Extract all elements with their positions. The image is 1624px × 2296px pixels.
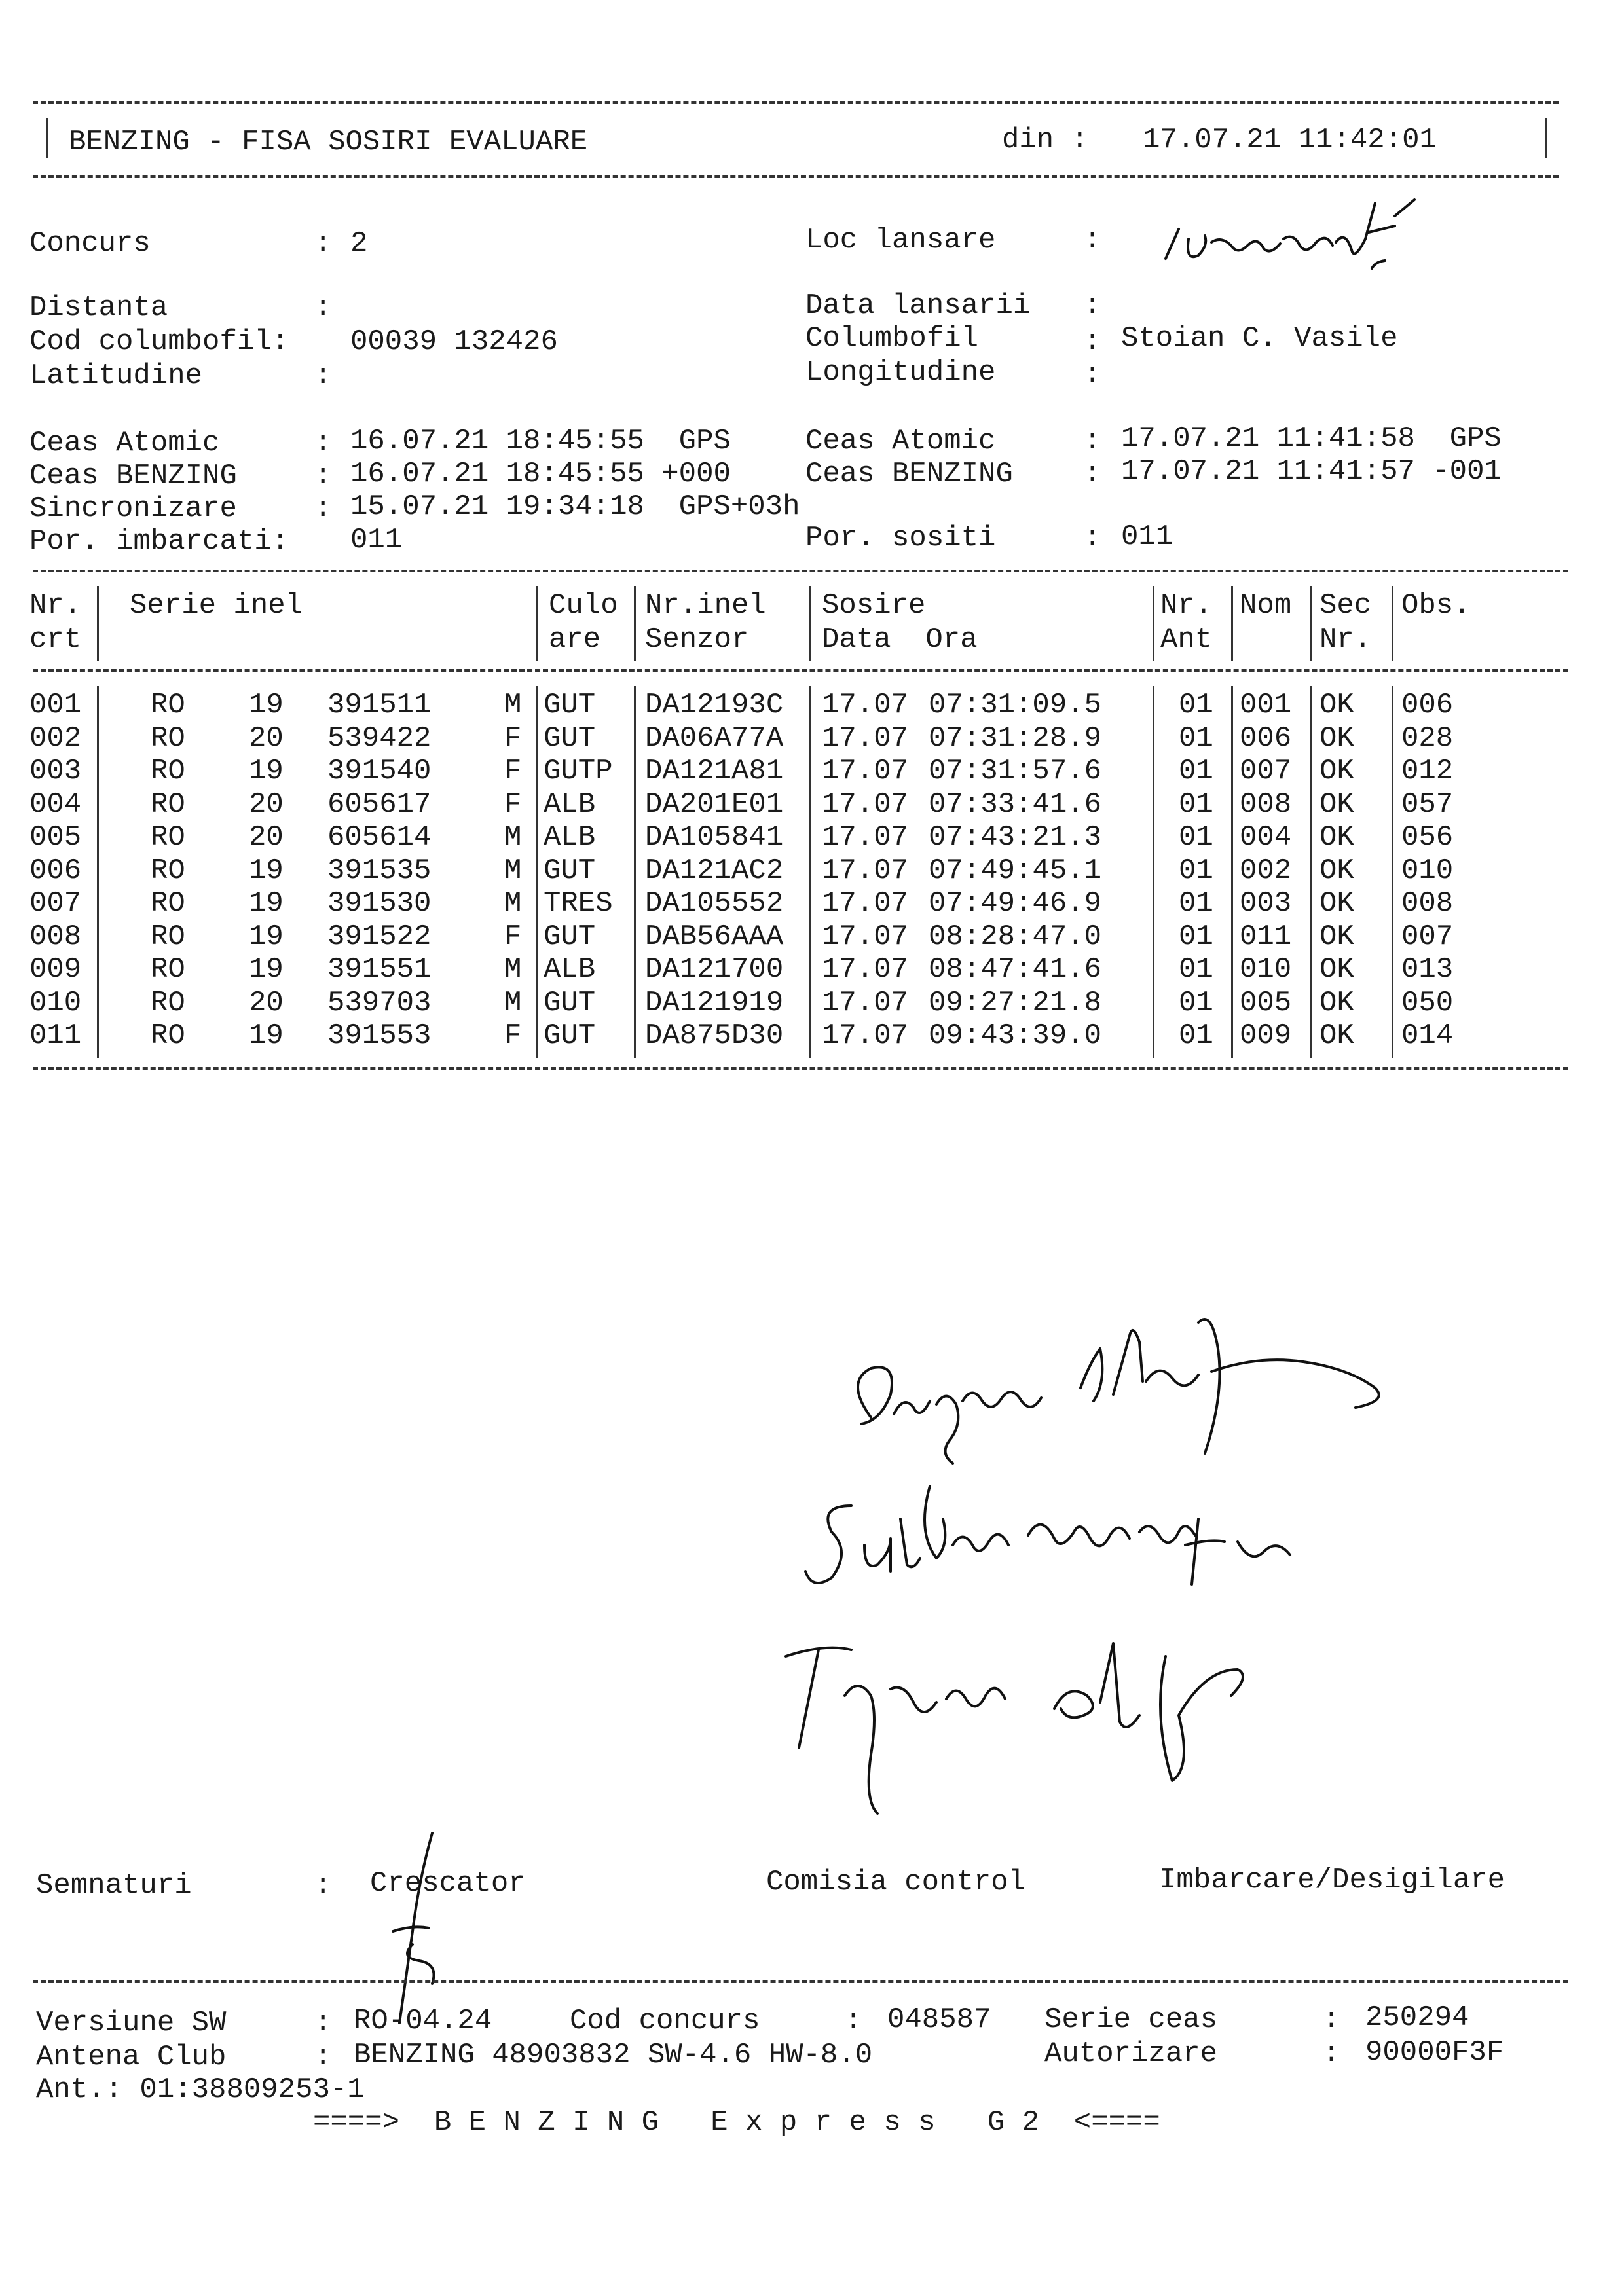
header-bottom-border (33, 175, 1559, 178)
cell-sec: OK (1320, 689, 1354, 721)
cell-ora: 08:28:47.0 (929, 920, 1102, 953)
cell-obs: 050 (1401, 986, 1454, 1019)
distanta-sep: : (314, 291, 332, 324)
imbarcare-desigilare-label: Imbarcare/Desigilare (1159, 1864, 1505, 1897)
columbofil-label: Columbofil (805, 322, 979, 355)
sincronizare-value: 15.07.21 19:34:18 GPS+03h (350, 490, 800, 523)
ceas-benzing-left-sep: : (314, 460, 332, 492)
cell-nr: 005 (29, 821, 82, 854)
cell-ora: 08:47:41.6 (929, 953, 1102, 986)
table-row (0, 823, 1624, 857)
cell-data: 17.07 (822, 821, 909, 854)
header-nom: Nom (1240, 589, 1292, 622)
cell-ant: 01 (1179, 821, 1213, 854)
ceas-atomic-left-label: Ceas Atomic (29, 427, 220, 460)
cell-ora: 07:33:41.6 (929, 788, 1102, 821)
cell-sec: OK (1320, 721, 1354, 755)
autorizare-value: 90000F3F (1365, 2036, 1504, 2069)
cell-sec: OK (1320, 788, 1354, 821)
longitudine-label: Longitudine (805, 356, 996, 389)
cod-columbofil-label: Cod columbofil: (29, 325, 289, 358)
cell-nom: 001 (1240, 689, 1292, 721)
cell-culoare: GUT (544, 721, 596, 755)
cell-an: 20 (249, 821, 284, 854)
footer-separator (33, 1980, 1568, 1983)
cell-sec: OK (1320, 887, 1354, 920)
cell-obs: 007 (1401, 920, 1454, 953)
cell-sex: F (504, 1019, 522, 1052)
cell-sex: M (504, 986, 522, 1019)
loc-lansare-label: Loc lansare (805, 224, 996, 257)
por-sositi-value: 011 (1121, 520, 1173, 553)
cod-concurs-sep: : (845, 2005, 862, 2037)
table-top-border (33, 570, 1568, 572)
latitudine-sep: : (314, 359, 332, 392)
cell-tara: RO (151, 721, 185, 755)
serie-ceas-label: Serie ceas (1044, 2003, 1218, 2036)
cell-nom: 009 (1240, 1019, 1292, 1052)
cell-an: 19 (249, 755, 284, 788)
cod-concurs-label: Cod concurs (570, 2005, 760, 2037)
cell-inel: 539422 (327, 721, 432, 755)
cell-nom: 008 (1240, 788, 1292, 821)
cell-senzor: DA875D30 (645, 1019, 784, 1052)
header-sec-1: Sec (1320, 589, 1372, 622)
din-value: 17.07.21 11:42:01 (1143, 124, 1437, 156)
cell-an: 20 (249, 721, 284, 755)
divider-sec (1392, 586, 1393, 661)
semnaturi-sep: : (314, 1869, 332, 1902)
cell-nr: 008 (29, 920, 82, 953)
cell-ora: 07:49:45.1 (929, 854, 1102, 887)
cell-data: 17.07 (822, 1019, 909, 1052)
table-row (0, 691, 1624, 725)
cell-ant: 01 (1179, 854, 1213, 887)
cell-inel: 391511 (327, 689, 432, 721)
cell-ant: 01 (1179, 920, 1213, 953)
cell-obs: 008 (1401, 887, 1454, 920)
ceas-atomic-right-label: Ceas Atomic (805, 425, 996, 458)
cell-culoare: ALB (544, 788, 596, 821)
cell-senzor: DA121700 (645, 953, 784, 986)
cell-obs: 028 (1401, 721, 1454, 755)
versiune-sep: : (314, 2007, 332, 2039)
antenna-id-line: Ant.: 01:38809253-1 (36, 2073, 365, 2106)
cell-tara: RO (151, 1019, 185, 1052)
cell-ora: 07:31:57.6 (929, 755, 1102, 788)
din-label: din : (1002, 124, 1089, 156)
cell-ant: 01 (1179, 755, 1213, 788)
cell-data: 17.07 (822, 920, 909, 953)
cod-concurs-value: 048587 (887, 2003, 991, 2036)
cell-senzor: DAB56AAA (645, 920, 784, 953)
table-row (0, 889, 1624, 923)
cell-ant: 01 (1179, 1019, 1213, 1052)
header-nr-inel-2: Senzor (645, 623, 749, 656)
cell-nom: 003 (1240, 887, 1292, 920)
cell-inel: 539703 (327, 986, 432, 1019)
versiune-value: RO-04.24 (354, 2005, 492, 2037)
loc-lansare-handwriting (1159, 190, 1434, 282)
header-culoare-2: are (549, 623, 601, 656)
benzing-express-line: ====> B E N Z I N G E x p r e s s G 2 <==== (313, 2106, 1160, 2139)
cell-data: 17.07 (822, 721, 909, 755)
cell-nom: 010 (1240, 953, 1292, 986)
cell-senzor: DA121AC2 (645, 854, 784, 887)
ceas-benzing-right-sep: : (1084, 458, 1101, 490)
ceas-benzing-right-label: Ceas BENZING (805, 458, 1013, 490)
table-row (0, 856, 1624, 890)
cell-data: 17.07 (822, 755, 909, 788)
table-header-separator (33, 669, 1568, 672)
cell-sex: M (504, 953, 522, 986)
cell-tara: RO (151, 788, 185, 821)
cell-culoare: GUT (544, 854, 596, 887)
cell-culoare: GUT (544, 986, 596, 1019)
cell-ant: 01 (1179, 986, 1213, 1019)
cell-sec: OK (1320, 854, 1354, 887)
semnaturi-label: Semnaturi (36, 1869, 192, 1902)
divider-nr (97, 586, 99, 661)
concurs-value: 2 (350, 227, 368, 260)
cell-data: 17.07 (822, 953, 909, 986)
cell-sex: F (504, 788, 522, 821)
serie-ceas-sep: : (1323, 2003, 1340, 2036)
cell-sec: OK (1320, 755, 1354, 788)
cell-obs: 057 (1401, 788, 1454, 821)
cell-culoare: GUT (544, 1019, 596, 1052)
por-imbarcati-label: Por. imbarcati: (29, 525, 289, 558)
comisia-control-label: Comisia control (766, 1866, 1026, 1899)
antena-club-sep: : (314, 2041, 332, 2073)
cell-senzor: DA105841 (645, 821, 784, 854)
cell-sex: F (504, 721, 522, 755)
cell-sex: M (504, 887, 522, 920)
cell-inel: 391540 (327, 755, 432, 788)
cell-senzor: DA201E01 (645, 788, 784, 821)
cell-ora: 07:31:28.9 (929, 721, 1102, 755)
divider-serie (536, 586, 538, 661)
cell-sec: OK (1320, 953, 1354, 986)
cell-nr: 004 (29, 788, 82, 821)
cell-ant: 01 (1179, 721, 1213, 755)
divider-senzor (809, 586, 811, 661)
por-imbarcati-value: 011 (350, 524, 403, 556)
concurs-label: Concurs (29, 227, 151, 260)
header-nr-inel-1: Nr.inel (645, 589, 766, 622)
columbofil-value: Stoian C. Vasile (1121, 322, 1398, 355)
cell-inel: 391530 (327, 887, 432, 920)
cell-tara: RO (151, 986, 185, 1019)
cell-nom: 006 (1240, 721, 1292, 755)
cell-inel: 391551 (327, 953, 432, 986)
cell-an: 20 (249, 788, 284, 821)
cell-an: 19 (249, 1019, 284, 1052)
sincronizare-sep: : (314, 492, 332, 525)
table-bottom-border (33, 1067, 1568, 1070)
header-sosire-1: Sosire (822, 589, 926, 622)
page-title: BENZING - FISA SOSIRI EVALUARE (69, 126, 588, 158)
cell-culoare: GUT (544, 689, 596, 721)
cell-sex: M (504, 821, 522, 854)
concurs-sep: : (314, 227, 332, 260)
cell-senzor: DA105552 (645, 887, 784, 920)
distanta-label: Distanta (29, 291, 168, 324)
divider-ant (1231, 586, 1233, 661)
data-lansarii-sep: : (1084, 289, 1101, 322)
cell-ant: 01 (1179, 689, 1213, 721)
cell-tara: RO (151, 920, 185, 953)
cell-an: 19 (249, 854, 284, 887)
cell-tara: RO (151, 953, 185, 986)
cell-senzor: DA06A77A (645, 721, 784, 755)
cell-nr: 002 (29, 721, 82, 755)
ceas-atomic-right-sep: : (1084, 425, 1101, 458)
cell-culoare: GUT (544, 920, 596, 953)
header-left-border (46, 118, 48, 158)
cell-sec: OK (1320, 920, 1354, 953)
versiune-label: Versiune SW (36, 2007, 227, 2039)
crescator-label: Crescator (370, 1867, 526, 1900)
ceas-atomic-right-value: 17.07.21 11:41:58 GPS (1121, 422, 1502, 455)
table-row (0, 922, 1624, 957)
cell-nr: 007 (29, 887, 82, 920)
cell-ora: 09:27:21.8 (929, 986, 1102, 1019)
cell-culoare: TRES (544, 887, 613, 920)
cell-data: 17.07 (822, 887, 909, 920)
sincronizare-label: Sincronizare (29, 492, 237, 525)
cell-an: 19 (249, 953, 284, 986)
header-nr-ant-2: Ant (1160, 623, 1213, 656)
cell-culoare: ALB (544, 953, 596, 986)
cell-tara: RO (151, 821, 185, 854)
cell-nr: 011 (29, 1019, 82, 1052)
cell-sec: OK (1320, 1019, 1354, 1052)
cell-inel: 391522 (327, 920, 432, 953)
por-sositi-label: Por. sositi (805, 522, 996, 555)
header-top-border (33, 101, 1559, 104)
cell-obs: 014 (1401, 1019, 1454, 1052)
header-right-border (1545, 118, 1547, 158)
cod-columbofil-value: 00039 132426 (350, 325, 558, 358)
header-culoare-1: Culo (549, 589, 618, 622)
cell-nom: 011 (1240, 920, 1292, 953)
cell-tara: RO (151, 887, 185, 920)
cell-an: 19 (249, 920, 284, 953)
cell-obs: 010 (1401, 854, 1454, 887)
table-row (0, 790, 1624, 824)
autorizare-label: Autorizare (1044, 2037, 1218, 2070)
ceas-atomic-left-value: 16.07.21 18:45:55 GPS (350, 425, 731, 458)
cell-an: 19 (249, 689, 284, 721)
cell-data: 17.07 (822, 689, 909, 721)
cell-nom: 002 (1240, 854, 1292, 887)
cell-nr: 001 (29, 689, 82, 721)
longitudine-sep: : (1084, 358, 1101, 391)
cell-culoare: GUTP (544, 755, 613, 788)
signature-commission-3 (773, 1617, 1362, 1827)
cell-obs: 056 (1401, 821, 1454, 854)
cell-senzor: DA121919 (645, 986, 784, 1019)
divider-sosire (1153, 586, 1154, 661)
cell-data: 17.07 (822, 986, 909, 1019)
cell-nr: 010 (29, 986, 82, 1019)
cell-obs: 013 (1401, 953, 1454, 986)
ceas-benzing-right-value: 17.07.21 11:41:57 -001 (1121, 455, 1502, 488)
cell-ora: 07:49:46.9 (929, 887, 1102, 920)
cell-nom: 004 (1240, 821, 1292, 854)
table-row (0, 757, 1624, 791)
ceas-benzing-left-label: Ceas BENZING (29, 460, 237, 492)
cell-data: 17.07 (822, 788, 909, 821)
antena-club-label: Antena Club (36, 2041, 227, 2073)
table-row (0, 986, 1624, 1023)
cell-nr: 003 (29, 755, 82, 788)
cell-senzor: DA12193C (645, 689, 784, 721)
ceas-benzing-left-value: 16.07.21 18:45:55 +000 (350, 458, 731, 490)
cell-inel: 605617 (327, 788, 432, 821)
cell-inel: 605614 (327, 821, 432, 854)
cell-inel: 391535 (327, 854, 432, 887)
cell-ant: 01 (1179, 887, 1213, 920)
antena-club-value: BENZING 48903832 SW-4.6 HW-8.0 (354, 2039, 873, 2071)
cell-obs: 012 (1401, 755, 1454, 788)
autorizare-sep: : (1323, 2037, 1340, 2070)
cell-nr: 009 (29, 953, 82, 986)
latitudine-label: Latitudine (29, 359, 203, 392)
cell-sec: OK (1320, 986, 1354, 1019)
header-sec-2: Nr. (1320, 623, 1372, 656)
header-nr-crt-2: crt (29, 623, 82, 656)
divider-culoare (634, 586, 636, 661)
cell-senzor: DA121A81 (645, 755, 784, 788)
cell-ora: 07:31:09.5 (929, 689, 1102, 721)
header-nr-crt-1: Nr. (29, 589, 82, 622)
cell-ant: 01 (1179, 788, 1213, 821)
cell-sex: M (504, 689, 522, 721)
loc-lansare-sep: : (1084, 224, 1101, 257)
columbofil-sep: : (1084, 325, 1101, 358)
data-lansarii-label: Data lansarii (805, 289, 1031, 322)
ceas-atomic-left-sep: : (314, 427, 332, 460)
divider-nom (1310, 586, 1312, 661)
cell-nr: 006 (29, 854, 82, 887)
cell-tara: RO (151, 854, 185, 887)
table-row (0, 955, 1624, 989)
header-serie-inel: Serie inel (130, 589, 303, 622)
cell-ora: 09:43:39.0 (929, 1019, 1102, 1052)
cell-obs: 006 (1401, 689, 1454, 721)
cell-sex: M (504, 854, 522, 887)
cell-ora: 07:43:21.3 (929, 821, 1102, 854)
serie-ceas-value: 250294 (1365, 2001, 1469, 2034)
cell-culoare: ALB (544, 821, 596, 854)
cell-nom: 007 (1240, 755, 1292, 788)
cell-sex: F (504, 920, 522, 953)
cell-sec: OK (1320, 821, 1354, 854)
table-row (0, 1021, 1624, 1055)
por-sositi-sep: : (1084, 522, 1101, 555)
cell-ant: 01 (1179, 953, 1213, 986)
header-nr-ant-1: Nr. (1160, 589, 1213, 622)
cell-tara: RO (151, 689, 185, 721)
cell-an: 19 (249, 887, 284, 920)
cell-inel: 391553 (327, 1019, 432, 1052)
cell-data: 17.07 (822, 854, 909, 887)
header-sosire-2: Data Ora (822, 623, 978, 656)
cell-an: 20 (249, 986, 284, 1019)
cell-nom: 005 (1240, 986, 1292, 1019)
cell-tara: RO (151, 755, 185, 788)
cell-sex: F (504, 755, 522, 788)
table-row (0, 721, 1624, 758)
header-obs: Obs. (1401, 589, 1471, 622)
